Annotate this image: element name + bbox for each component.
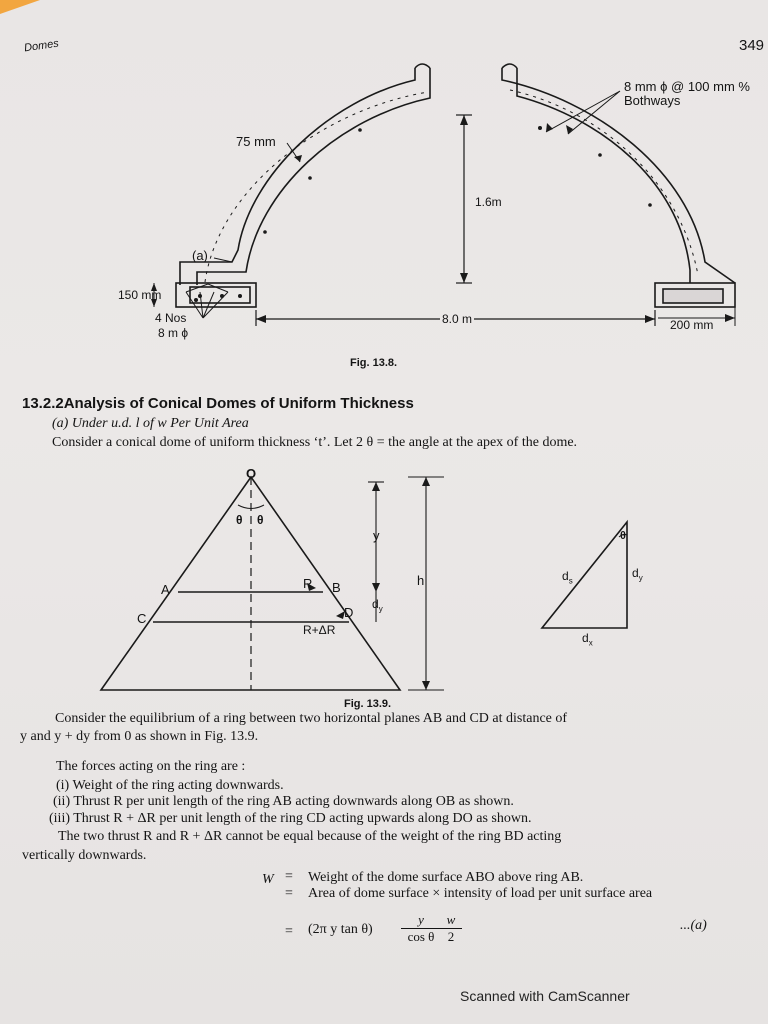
fig13-9-y-label: y <box>373 528 380 543</box>
fig13-8-bars-count: 4 Nos <box>155 311 187 325</box>
fig13-8-label-a: (a) <box>192 248 208 263</box>
body-p2: The forces acting on the ring are : <box>56 759 246 774</box>
fig13-9-caption: Fig. 13.9. <box>344 698 392 710</box>
fig13-9-point-d: D <box>344 605 354 620</box>
fig13-9-tri-dx: $d_x$ <box>582 631 593 648</box>
page-number: 349 <box>739 37 765 54</box>
fig13-9-dy-label: $d_y$ <box>372 597 383 614</box>
fig13-8-reinforcement: 8 mm ϕ @ 100 mm % <box>624 79 750 94</box>
section-heading: 13.2.2Analysis of Conical Domes of Uniform Thickness <box>22 395 414 412</box>
intro-paragraph: Consider a conical dome of uniform thickness ‘t’. Let 2 θ = the angle at the apex of the dome. <box>52 435 578 450</box>
equation-fraction-2 <box>440 912 462 945</box>
body-list-iii: (iii) Thrust R + ΔR per unit length of the ring CD acting upwards along DO as shown. <box>49 811 532 826</box>
fig13-9-tri-dy: $d_y$ <box>632 566 643 583</box>
equation-fraction-1 <box>396 912 446 945</box>
fig13-9-theta-right: θ <box>257 513 264 527</box>
running-header-chapter: Domes <box>23 37 60 55</box>
body-p6: The two thrust R and R + ΔR cannot be equal because of the weight of the ring BD acting <box>58 829 562 844</box>
fig13-9-tri-ds: $d_s$ <box>562 569 573 586</box>
fig13-9-thrust-r-dr: R+ΔR <box>303 623 336 637</box>
fig13-9-point-o: O <box>246 466 257 481</box>
fraction-1-denominator: cos θ <box>407 929 435 944</box>
fig13-8-bars-dia: 8 m ϕ <box>158 326 189 340</box>
body-p1-cont: y and y + dy from 0 as shown in Fig. 13.9. <box>20 729 259 744</box>
equation-tag-a: ...(a) <box>680 918 707 933</box>
equation-equals-2: = <box>285 886 293 901</box>
fig13-9-point-c: C <box>137 611 147 626</box>
equation-equals-3: = <box>285 924 293 939</box>
fig13-9-theta-left: θ <box>236 513 243 527</box>
fig13-9-tri-theta: θ <box>620 530 626 542</box>
scanner-watermark: Scanned with CamScanner <box>460 988 630 1004</box>
fraction-1-numerator: y <box>401 912 441 929</box>
fraction-2-numerator: w <box>440 912 462 929</box>
fig13-8-height: 1.6m <box>475 195 502 209</box>
equation-line-1: Weight of the dome surface ABO above ring AB. <box>308 870 584 885</box>
subsection-a-title: (a) Under u.d. l of w Per Unit Area <box>52 416 249 431</box>
fig13-8-edge-width: 200 mm <box>670 318 714 332</box>
fig13-8-span: 8.0 m <box>442 312 473 326</box>
fig13-9-thrust-r: R <box>303 576 313 591</box>
fig13-9-point-a: A <box>161 582 170 597</box>
equation-w-symbol: W <box>262 872 274 887</box>
fig13-9-h-label: h <box>417 573 425 588</box>
fig13-8-thickness-label: 75 mm <box>236 134 276 149</box>
equation-equals-1: = <box>285 869 293 884</box>
equation-line-2: Area of dome surface × intensity of load per unit surface area <box>308 886 653 901</box>
fig13-9-point-b: B <box>332 580 341 595</box>
body-list-i: (i) Weight of the ring acting downwards. <box>56 778 284 793</box>
fig13-8-ring-width: 150 mm <box>118 288 162 302</box>
fraction-2-denominator: 2 <box>447 929 455 944</box>
fig13-8-caption: Fig. 13.8. <box>350 357 398 369</box>
equation-line-3-term: (2π y tan θ) <box>308 922 373 937</box>
body-list-ii: (ii) Thrust R per unit length of the ring AB acting downwards along OB as shown. <box>53 794 514 809</box>
fig13-8-reinforcement-direction: Bothways <box>624 93 681 108</box>
body-p6-cont: vertically downwards. <box>22 848 147 863</box>
body-p1: Consider the equilibrium of a ring between two horizontal planes AB and CD at distance of <box>55 711 568 726</box>
